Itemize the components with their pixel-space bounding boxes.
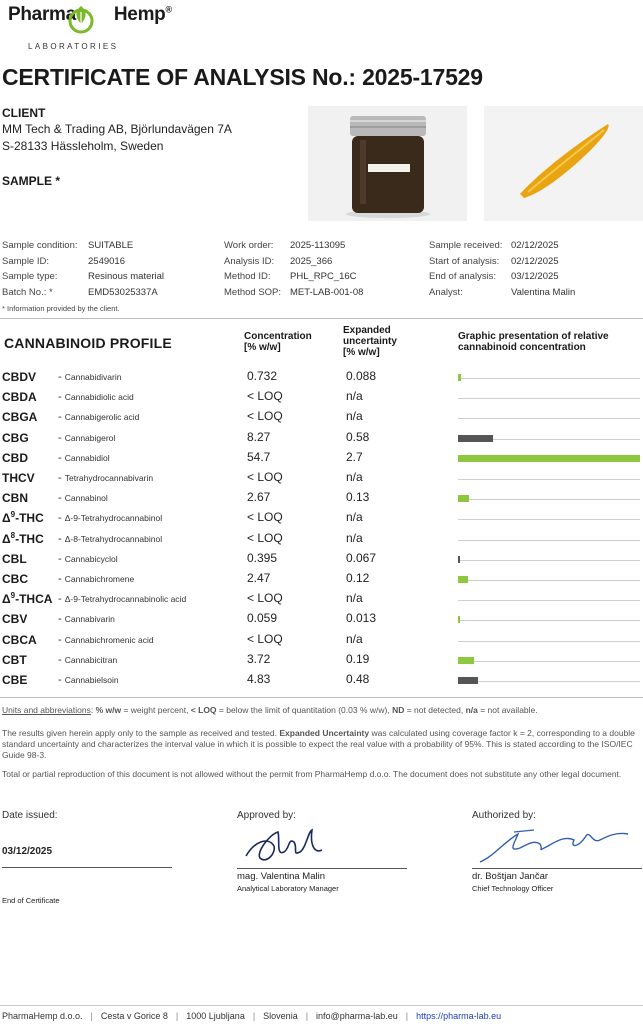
meta-row: [2, 238, 164, 254]
concentration-bar: [458, 455, 640, 462]
abbr-main: Δ: [2, 531, 11, 546]
meta-row: [2, 269, 164, 285]
abbr-main: CBV: [2, 612, 28, 627]
graph-track: [458, 378, 640, 379]
cannabinoid-abbr: [2, 490, 28, 505]
cannabinoid-row: [0, 608, 643, 628]
uncertainty-value: 0.19: [346, 651, 370, 666]
approver-signature-image: [240, 822, 330, 872]
cannabinoid-name: [58, 371, 121, 383]
concentration-value: 54.7: [247, 449, 271, 464]
units-term: ND: [392, 705, 405, 715]
approver-line: [237, 868, 407, 869]
client-info-note: * Information provided by the client.: [2, 304, 120, 313]
footer-website-link[interactable]: https://pharma-lab.eu: [416, 1011, 502, 1021]
uncertainty-column-header: [343, 325, 397, 358]
abbr-main: Δ: [2, 511, 11, 526]
name-dash: -: [58, 512, 65, 525]
sample-jar-photo: [308, 106, 467, 221]
concentration-bar: [458, 576, 468, 583]
footer-city: 1000 Ljubljana: [186, 1011, 245, 1021]
results-text: was calculated using coverage factor k = 2, corresponding to a double standard uncertainty and characterizes the interval value in which it is possible to expect the real value with a probability of 95%. This is stated according to the ISO/IEC Guide 98-3.: [2, 728, 635, 760]
name-dash: -: [58, 593, 65, 606]
concentration-bar: [458, 616, 460, 623]
sample-label: SAMPLE *: [2, 174, 61, 188]
name-text: Cannabidivarin: [64, 372, 122, 382]
abbr-main: CBDA: [2, 390, 37, 405]
authorized-by-label: Authorized by:: [472, 810, 536, 821]
name-dash: -: [58, 674, 65, 686]
name-text: Cannabielsoin: [64, 675, 119, 685]
cannabinoid-row: [0, 467, 643, 487]
graph-track: [458, 519, 640, 520]
client-line-1: MM Tech & Trading AB, Björlundavägen 7A: [2, 122, 232, 136]
units-text: = weight percent,: [121, 705, 191, 715]
cannabinoid-row: [0, 528, 643, 548]
name-dash: -: [58, 371, 65, 383]
abbr-main: CBE: [2, 673, 28, 687]
meta-key: Analysis ID:: [224, 255, 275, 267]
concentration-value: < LOQ: [247, 631, 283, 646]
sample-jar-image: [308, 106, 467, 221]
name-dash: -: [58, 492, 65, 505]
concentration-value: 2.47: [247, 571, 271, 585]
meta-key: Method ID:: [224, 271, 271, 282]
uncertainty-value: 0.067: [346, 550, 377, 565]
abbr-main: CBC: [2, 572, 28, 586]
footer-divider: [0, 1005, 643, 1006]
graph-column-header: [458, 331, 609, 353]
meta-key: End of analysis:: [429, 271, 497, 282]
concentration-bar: [458, 495, 469, 502]
abbr-main: CBG: [2, 430, 29, 445]
name-text: Cannabinol: [64, 493, 108, 504]
cannabinoid-name: [58, 613, 115, 625]
cannabinoid-abbr: [2, 632, 37, 647]
name-dash: -: [58, 411, 65, 424]
name-text: Cannabigerolic acid: [64, 412, 140, 423]
meta-column-3: [429, 238, 575, 300]
concentration-bar: [458, 374, 461, 381]
concentration-value: < LOQ: [247, 530, 283, 545]
meta-key: Method SOP:: [224, 286, 282, 298]
uncertainty-value: 0.13: [346, 490, 370, 505]
meta-value: PHL_RPC_16C: [290, 271, 357, 282]
name-dash: -: [58, 552, 65, 565]
meta-row: [224, 285, 363, 301]
cannabinoid-row: [0, 568, 643, 588]
name-text: Cannabicitran: [64, 654, 118, 665]
uncertainty-value: n/a: [346, 510, 363, 525]
meta-key: Batch No.: *: [2, 286, 53, 298]
cannabinoid-row: [0, 427, 643, 447]
meta-key: Sample received:: [429, 240, 503, 251]
hemp-leaf-logo-icon: [64, 2, 98, 36]
authorizer-role: Chief Technology Officer: [472, 884, 554, 893]
logo-registered-mark: ®: [165, 4, 172, 15]
name-dash: -: [58, 472, 65, 484]
cannabinoid-row: [0, 629, 643, 649]
abbr-main: CBN: [2, 491, 28, 506]
abbr-main: CBGA: [2, 410, 38, 425]
name-dash: -: [58, 431, 65, 444]
concentration-column-header: [244, 331, 312, 353]
cannabinoid-abbr: [2, 389, 37, 404]
footer-email-link[interactable]: info@pharma-lab.eu: [316, 1011, 398, 1021]
concentration-value: < LOQ: [247, 510, 283, 525]
cannabinoid-row: [0, 406, 643, 426]
name-text: Tetrahydrocannabivarin: [64, 473, 154, 483]
sample-resin-photo: [484, 106, 643, 221]
uncertainty-value: 0.48: [346, 672, 370, 686]
certificate-title: CERTIFICATE OF ANALYSIS No.: 2025-17529: [2, 64, 483, 90]
uncertainty-value: n/a: [346, 530, 363, 545]
name-text: Cannabidiolic acid: [64, 392, 134, 403]
meta-key: Sample type:: [2, 271, 58, 282]
abbr-main: Δ: [2, 592, 11, 607]
cannabinoid-row: [0, 507, 643, 527]
meta-value: 02/12/2025: [511, 255, 559, 267]
concentration-value: 2.67: [247, 490, 271, 505]
meta-key: Work order:: [224, 240, 274, 251]
authorizer-name: dr. Boštjan Jančar: [472, 871, 549, 882]
abbr-main: CBT: [2, 652, 27, 667]
results-text: The results given herein apply only to the sample as received and tested.: [2, 728, 280, 738]
header-line: cannabinoid concentration: [458, 342, 586, 353]
cannabinoid-abbr: [2, 369, 36, 384]
concentration-bar: [458, 556, 460, 563]
units-term: < LOQ: [190, 705, 217, 715]
concentration-value: 0.732: [247, 369, 278, 383]
name-dash: -: [58, 391, 65, 404]
approver-name: mag. Valentina Malin: [237, 871, 326, 882]
cannabinoid-name: [58, 472, 153, 484]
results-note: [2, 728, 642, 761]
units-term: n/a: [465, 705, 478, 715]
name-text: Cannabidiol: [64, 452, 110, 463]
graph-track: [458, 398, 640, 399]
logo-hemp-text: Hemp: [113, 4, 166, 25]
meta-row: [429, 269, 575, 285]
cannabinoid-name: [58, 634, 154, 646]
results-term: Expanded Uncertainty: [279, 728, 370, 738]
meta-row: [224, 238, 363, 254]
concentration-value: 8.27: [247, 429, 271, 444]
name-text: Cannabicyclol: [64, 553, 118, 564]
name-text: Cannabigerol: [64, 432, 116, 443]
cannabinoid-row: [0, 487, 643, 507]
abbr-superscript: 8: [10, 530, 16, 540]
meta-value: SUITABLE: [88, 240, 134, 251]
meta-row: [2, 285, 164, 301]
approver-role: Analytical Laboratory Manager: [237, 884, 339, 893]
cannabinoid-row: [0, 548, 643, 568]
section-divider: [0, 697, 643, 698]
cannabinoid-row: [0, 669, 643, 689]
cannabinoid-row: [0, 366, 643, 386]
name-dash: -: [58, 532, 65, 545]
name-text: Cannabichromene: [64, 574, 135, 584]
meta-key: Start of analysis:: [429, 255, 500, 267]
uncertainty-value: n/a: [346, 470, 363, 484]
uncertainty-value: n/a: [346, 631, 363, 646]
cannabinoid-abbr: [2, 531, 44, 546]
cannabinoid-name: [58, 674, 119, 686]
graph-track: [458, 560, 640, 561]
cannabinoid-name: [58, 593, 186, 605]
units-text: = below the limit of quantitation (0.03 % w/w),: [216, 705, 393, 715]
header-line: Graphic presentation of relative: [458, 331, 609, 342]
cannabinoid-abbr: [2, 450, 28, 465]
abbr-suffix: -THC: [15, 531, 44, 546]
units-text: :: [90, 705, 96, 715]
meta-key: Analyst:: [429, 286, 463, 298]
cannabinoid-abbr: [2, 551, 27, 566]
name-text: Δ-8-Tetrahydrocannabinol: [64, 533, 163, 544]
name-text: Cannabichromenic acid: [64, 634, 154, 645]
cannabinoid-row: [0, 386, 643, 406]
graph-track: [458, 479, 640, 480]
cannabinoid-abbr: [2, 409, 37, 424]
concentration-bar: [458, 677, 478, 684]
meta-row: [429, 285, 575, 301]
cannabinoid-name: [58, 533, 162, 545]
footer: PharmaHemp d.o.o. | Cesta v Gorice 8 | 1000 Ljubljana | Slovenia | info@pharma-lab.eu | https://pharma-lab.eu: [2, 1011, 502, 1021]
uncertainty-value: 2.7: [346, 449, 363, 464]
units-text: = not available.: [477, 705, 538, 715]
meta-column-1: [2, 238, 164, 300]
concentration-bar: [458, 435, 493, 442]
date-issued-label: Date issued:: [2, 810, 58, 821]
graph-track: [458, 540, 640, 541]
name-dash: -: [58, 451, 65, 464]
units-note: [2, 705, 642, 716]
concentration-value: < LOQ: [247, 389, 283, 404]
units-text: = not detected,: [404, 705, 466, 715]
header-line: [% w/w]: [343, 347, 380, 358]
authorizer-line: [472, 868, 642, 869]
meta-value: 2025-113095: [290, 240, 346, 251]
cannabinoid-name: [58, 411, 139, 423]
graph-track: [458, 641, 640, 642]
uncertainty-value: n/a: [346, 389, 363, 404]
meta-key: Sample condition:: [2, 240, 78, 251]
meta-row: [429, 238, 575, 254]
meta-row: [224, 254, 363, 270]
approved-by-label: Approved by:: [237, 810, 296, 821]
name-text: Δ-9-Tetrahydrocannabinolic acid: [64, 594, 187, 605]
graph-track: [458, 620, 640, 621]
header-line: Concentration: [244, 331, 312, 342]
logo-pharma-text: Pharma: [8, 4, 76, 25]
meta-value: Resinous material: [88, 271, 165, 282]
meta-value: 2549016: [88, 255, 125, 267]
abbr-main: CBCA: [2, 632, 37, 647]
uncertainty-value: n/a: [346, 591, 363, 606]
cannabinoid-abbr: [2, 470, 35, 485]
meta-row: [2, 254, 164, 270]
cannabinoid-abbr: [2, 430, 29, 445]
uncertainty-value: 0.12: [346, 571, 370, 585]
cannabinoid-abbr: [2, 591, 52, 606]
meta-row: [429, 254, 575, 270]
end-of-certificate: End of Certificate: [2, 896, 60, 905]
uncertainty-value: 0.013: [346, 611, 377, 626]
cannabinoid-name: [58, 391, 134, 403]
resin-sample-image: [484, 106, 643, 221]
meta-column-2: [224, 238, 363, 300]
date-issued-value: 03/12/2025: [2, 846, 53, 857]
cannabinoid-abbr: [2, 652, 27, 667]
graph-track: [458, 418, 640, 419]
cannabinoid-name: [58, 553, 118, 565]
concentration-value: 0.395: [247, 550, 278, 565]
concentration-bar: [458, 657, 474, 664]
abbr-suffix: -THCA: [15, 592, 53, 607]
meta-value: 02/12/2025: [511, 240, 559, 251]
concentration-value: 4.83: [247, 672, 271, 686]
cannabinoid-row: [0, 447, 643, 467]
uncertainty-value: n/a: [346, 409, 363, 424]
date-line: [2, 867, 172, 868]
concentration-value: < LOQ: [247, 470, 283, 484]
meta-row: [224, 269, 363, 285]
meta-key: Sample ID:: [2, 255, 49, 267]
uncertainty-value: 0.088: [346, 369, 377, 383]
cannabinoid-abbr: [2, 571, 28, 586]
name-dash: -: [58, 633, 65, 646]
footer-country: Slovenia: [263, 1011, 298, 1021]
client-line-2: S-28133 Hässleholm, Sweden: [2, 139, 164, 153]
cannabinoid-row: [0, 588, 643, 608]
cannabinoid-name: [58, 452, 110, 464]
meta-value: 03/12/2025: [511, 271, 559, 282]
meta-value: Valentina Malin: [511, 286, 576, 298]
concentration-value: 3.72: [247, 651, 271, 666]
concentration-value: < LOQ: [247, 409, 283, 424]
abbr-superscript: 9: [10, 510, 16, 520]
uncertainty-value: 0.58: [346, 429, 370, 444]
cannabinoid-name: [58, 573, 134, 585]
name-dash: -: [58, 653, 65, 666]
meta-value: EMD53025337A: [88, 286, 158, 298]
logo-laboratories-text: LABORATORIES: [28, 42, 119, 51]
header-line: Expanded: [343, 325, 391, 336]
name-dash: -: [58, 573, 65, 585]
graph-track: [458, 600, 640, 601]
cannabinoid-profile-title: CANNABINOID PROFILE: [4, 335, 172, 351]
abbr-main: CBL: [2, 551, 27, 566]
concentration-value: < LOQ: [247, 591, 283, 606]
abbr-main: CBD: [2, 450, 28, 465]
cannabinoid-name: [58, 654, 117, 666]
meta-value: MET-LAB-001-08: [290, 286, 364, 298]
cannabinoid-abbr: [2, 510, 44, 525]
section-divider: [0, 318, 643, 319]
concentration-value: 0.059: [247, 611, 278, 626]
name-dash: -: [58, 613, 65, 626]
abbr-main: CBDV: [2, 370, 37, 384]
header-line: uncertainty: [343, 336, 397, 347]
footer-company: PharmaHemp d.o.o.: [2, 1011, 83, 1021]
cannabinoid-abbr: [2, 672, 27, 687]
abbr-main: THCV: [2, 471, 35, 485]
client-address: [2, 121, 232, 155]
cannabinoid-name: [58, 492, 108, 504]
client-label: CLIENT: [2, 106, 46, 120]
graph-track: [458, 681, 640, 682]
graph-track: [458, 580, 640, 581]
header-line: [% w/w]: [244, 342, 281, 353]
meta-value: 2025_366: [290, 255, 333, 267]
name-text: Δ-9-Tetrahydrocannabinol: [64, 513, 163, 524]
units-term: % w/w: [95, 705, 122, 715]
cannabinoid-row: [0, 649, 643, 669]
abbr-superscript: 9: [10, 591, 16, 601]
authorizer-signature-image: [474, 822, 634, 868]
abbr-suffix: -THC: [15, 511, 44, 526]
units-label: Units and abbreviations: [2, 705, 91, 715]
cannabinoid-name: [58, 512, 162, 524]
cannabinoid-abbr: [2, 611, 27, 626]
cannabinoid-name: [58, 432, 115, 444]
footer-street: Cesta v Gorice 8: [100, 1011, 168, 1021]
graph-track: [458, 499, 640, 500]
graph-track: [458, 661, 640, 662]
reproduction-note: Total or partial reproduction of this document is not allowed without the permit from PharmaHemp d.o.o. The document does not substitute any other legal document.: [2, 769, 622, 779]
name-text: Cannabivarin: [64, 614, 115, 625]
